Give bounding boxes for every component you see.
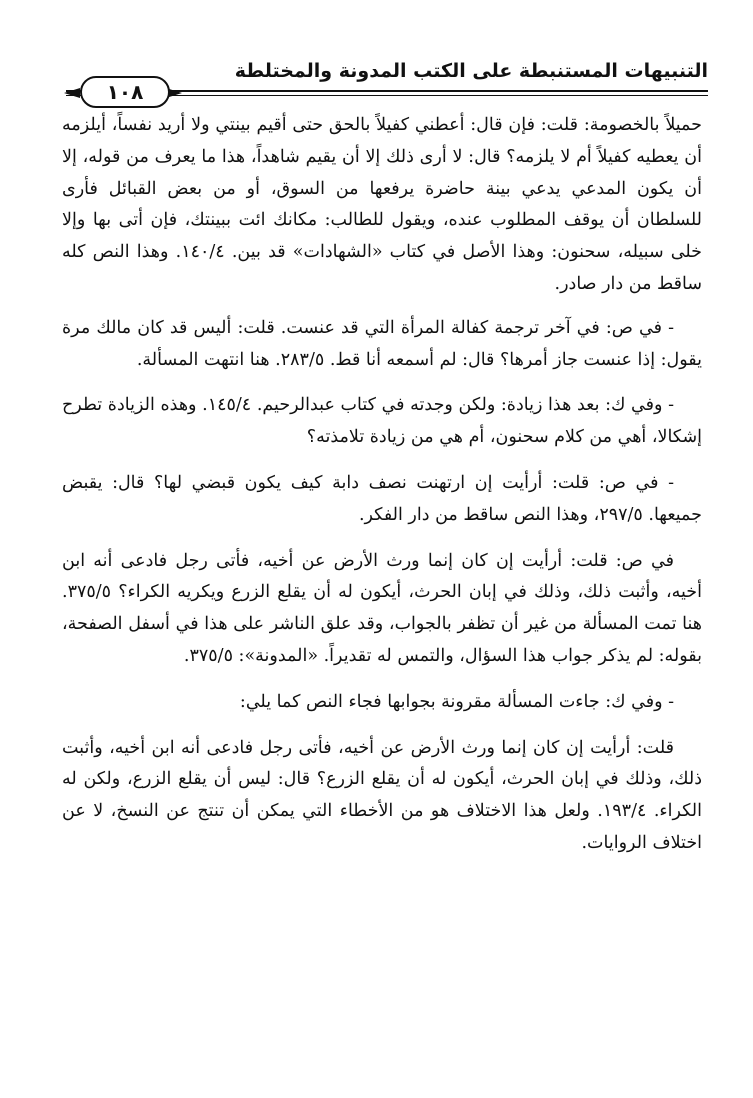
paragraph-5: في ص: قلت: أرأيت إن كان إنما ورث الأرض عن أخيه، فأتى رجل فادعى أنه ابن أخيه، وأثبت ذلك، وذلك في إبان الحرث، أيكون له أن يقلع الزرع ويكريه الكراء؟ ٣٧٥/٥. هنا تمت المسألة من غير أن تظفر بالجواب، وقد علق الناشر على هذا في أسفل الصفحة، بقوله: لم يذكر جواب هذا السؤال، والتمس له تقديراً. «المدونة»: ٣٧٥/٥.: [62, 550, 702, 666]
paragraph-7: قلت: أرأيت إن كان إنما ورث الأرض عن أخيه، فأتى رجل فادعى أنه ابن أخيه، وأثبت ذلك، وذلك في إبان الحرث، أيكون له أن يقلع الزرع؟ قال: ليس أن يقلع الزرع، ولكن له الكراء. ١٩٣/٤. ولعل هذا الاختلاف هو من الأخطاء التي يمكن أن تنتج عن النسخ، لا عن اختلاف الروايات.: [62, 737, 703, 853]
page-number-left-ornament: [64, 88, 80, 98]
paragraph-1: حميلاً بالخصومة: قلت: فإن قال: أعطني كفيلاً بالحق حتى أقيم بينتي ولا أريد نفساً، أيلزمه أن يعطيه كفيلاً أم لا يلزمه؟ قال: لا أرى ذلك إلا أن يقيم شاهداً، هذا ما يعرف من قوله، إلا أن يكون المدعي يدعي بينة حاضرة يرفعها من السوق، أو من بعض القبائل فأرى للسلطان أن يوقف المطلوب عنده، ويقول للطالب: مكانك ائت ببينتك، فإن أتى بها وإلا خلى سبيله، سحنون: وهذا الأصل في كتاب «الشهادات» قد بين. ١٤٠/٤. وهذا النص كله ساقط من دار صادر.: [62, 115, 702, 294]
paragraph-3: - وفي ك: بعد هذا زيادة: ولكن وجدته في كتاب عبدالرحيم. ١٤٥/٤. وهذه الزيادة تطرح إشكالا، أهي من كلام سحنون، أم هي من زيادة تلامذته؟: [62, 395, 702, 448]
page-body: [62, 110, 702, 874]
page-number: ١٠٨: [80, 76, 170, 108]
paragraph-6: - وفي ك: جاءت المسألة مقرونة بجوابها فجاء النص كما يلي:: [239, 691, 674, 712]
page-header: [58, 52, 708, 104]
paragraph-2: - في ص: في آخر ترجمة كفالة المرأة التي قد عنست. قلت: أليس قد كان مالك مرة يقول: إذا عنست جاز أمرها؟ قال: لم أسمعه أنا قط. ٢٨٣/٥. هنا انتهت المسألة.: [62, 317, 702, 370]
paragraph-4: - في ص: قلت: أرأيت إن ارتهنت نصف دابة كيف يكون قبضي لها؟ قال: يقبض جميعها. ٢٩٧/٥، وهذا النص ساقط من دار الفكر.: [62, 472, 702, 525]
running-title: التنبيهات المستنبطة على الكتب المدونة والمختلطة: [234, 60, 708, 82]
